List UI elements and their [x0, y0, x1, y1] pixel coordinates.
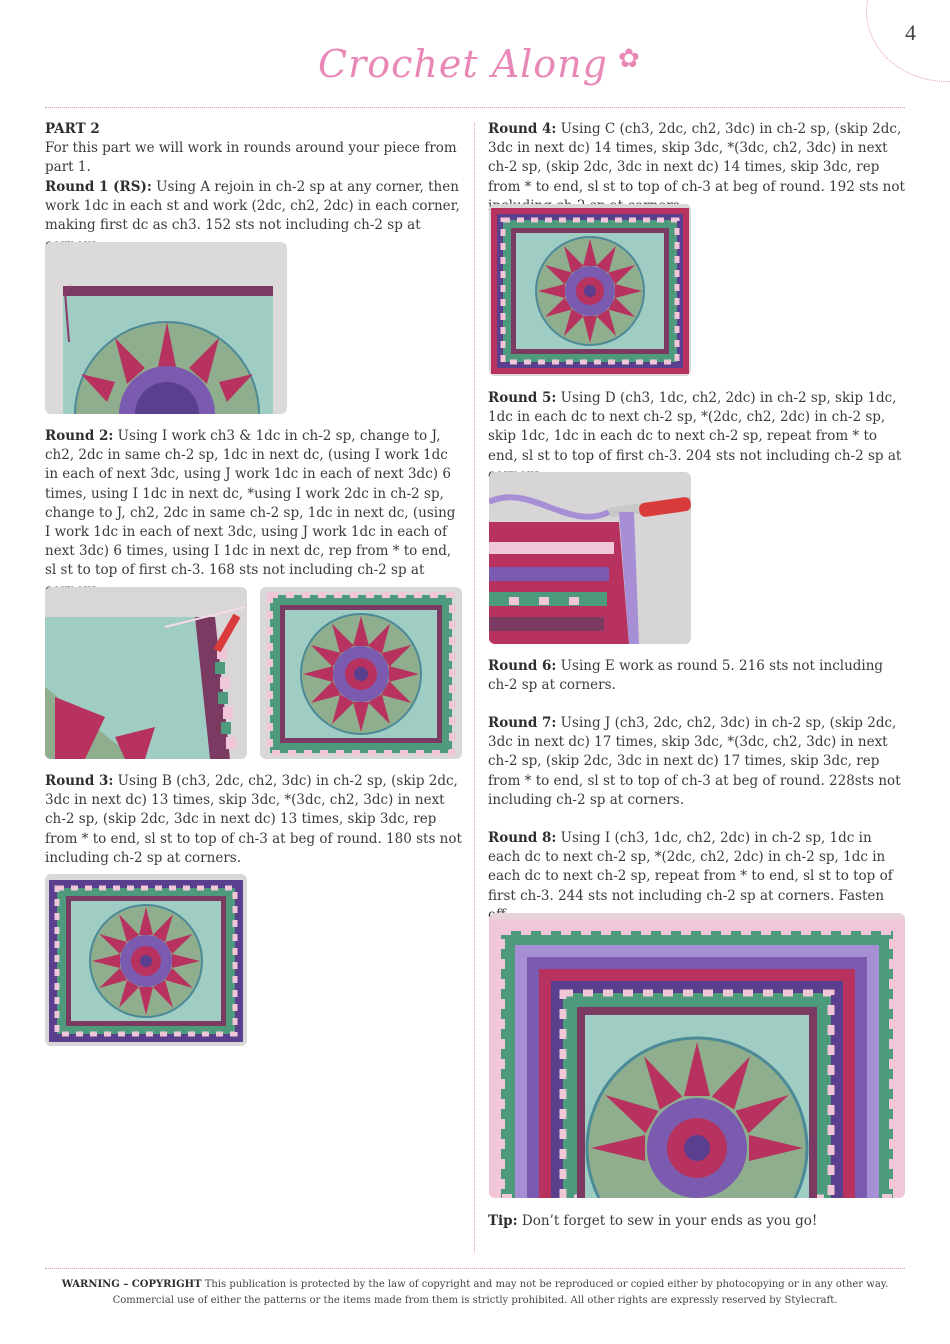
round-2-block: [45, 427, 465, 600]
round-5-text: Using D (ch3, 1dc, ch2, 2dc) in ch-2 sp, skip 1dc, 1dc in each dc to next ch-2 sp, *(2dc, ch2, 2dc) in ch-2 sp, skip 1dc, 1dc in each dc to next ch-2 sp, repeat from * to end, sl st to top of first ch-3. 204 sts not including ch-2 sp at: [488, 390, 902, 464]
round-8-text: Using I (ch3, 1dc, ch2, 2dc) in ch-2 sp, 1dc in each dc to next ch-2 sp, *(2dc, ch2, 2dc) in ch-2 sp, 1dc in each dc to next ch-2 sp, repeat from * to end, sl st to top of first ch-3. 244 sts not including ch-2 sp at corners. Fasten: [488, 830, 893, 904]
round-4-label: Round 4:: [488, 121, 557, 137]
round-5-photo: [489, 472, 691, 644]
round-2-square-photo: [260, 587, 462, 759]
round-6-text: Using E work as round 5. 216 sts not including ch-2 sp at corners.: [488, 658, 884, 694]
part-intro: For this part we will work in rounds around your piece from part 1.: [45, 140, 457, 176]
round-3-text: Using B (ch3, 2dc, ch2, 3dc) in ch-2 sp, (skip 2dc, 3dc in next dc) 13 times, skip 3dc, *(3dc, ch2, 3dc) in next ch-2 sp, (skip 2dc, 3dc in next dc) 13 times, skip 3dc, rep from * to end, sl st to top of ch-3 at beg of round. 180 sts not including ch-2 sp at corners.: [45, 773, 462, 866]
round-8-label: Round 8:: [488, 830, 557, 846]
round-6-label: Round 6:: [488, 658, 557, 674]
round-3-photo: [45, 874, 247, 1046]
tip-text: Don’t forget to sew in your ends as you go!: [517, 1213, 818, 1229]
tip-block: [488, 1212, 906, 1231]
copyright-footer: [45, 1277, 905, 1309]
round-1-label: Round 1 (RS):: [45, 179, 152, 195]
part-title: PART 2: [45, 121, 100, 137]
copyright-line-2: Commercial use of either the patterns or the items made from them is strictly prohibited. All other rights are expressly reserved by Stylecraft.: [112, 1295, 838, 1306]
round-1-photo: [45, 242, 287, 414]
round-2-text: Using I work ch3 & 1dc in ch-2 sp, change to J, ch2, 2dc in same ch-2 sp, 1dc in next dc, (using I work 1dc in each of next 3dc, using J work 1dc in each of next 3dc) 6 times, using I 1dc in next dc, *using I work 2dc in ch-2 sp, change to J, ch2, 2dc in same ch-2 sp, 1dc in next dc, (using I work 1dc in each of next 3dc, using J work 1dc in each of next 3dc) 6 times, using I 1dc in next dc, rep from * to end, sl st to top of first ch-3. 168 sts not including ch-2 sp at: [45, 428, 456, 579]
copyright-line-1: This publication is protected by the law of copyright and may not be reproduced or copied either by photocopying or in any other way.: [201, 1279, 889, 1290]
tip-label: Tip:: [488, 1213, 518, 1229]
round-8-photo: [489, 913, 905, 1198]
flower-icon: ✿: [618, 44, 640, 74]
round-4-block: [488, 120, 906, 216]
round-3-label: Round 3:: [45, 773, 114, 789]
round-3-block: [45, 772, 465, 868]
crochet-along-logo: Crochet Along: [318, 42, 608, 86]
column-divider: [474, 123, 475, 1253]
page-number: 4: [905, 20, 916, 45]
round-2-label: Round 2:: [45, 428, 114, 444]
round-2-closeup-photo: [45, 587, 247, 759]
round-7-label: Round 7:: [488, 715, 557, 731]
warning-label: WARNING – COPYRIGHT: [61, 1279, 202, 1290]
header-divider: [45, 107, 905, 108]
round-1-text: Using A rejoin in ch-2 sp at any corner, then work 1dc in each st and work (2dc, ch2, 2dc) in each corner, making first dc as ch3. 152 sts not including ch-2 sp at: [45, 179, 460, 234]
round-7-block: [488, 714, 906, 810]
round-7-text: Using J (ch3, 2dc, ch2, 3dc) in ch-2 sp, (skip 2dc, 3dc in next dc) 17 times, skip 3dc, *(3dc, ch2, 3dc) in next ch-2 sp, (skip 2dc, 3dc in next dc) 17 times, skip 3dc, rep from * to end, sl st to top of ch-3 at beg of round. 228sts not including ch-2 sp at corners.: [488, 715, 901, 808]
round-6-block: [488, 657, 906, 695]
round-4-photo: [489, 204, 691, 376]
round-8-block: [488, 829, 906, 925]
left-column-intro: [45, 120, 465, 178]
footer-divider: [45, 1268, 905, 1269]
round-5-block: [488, 389, 906, 485]
round-5-label: Round 5:: [488, 390, 557, 406]
round-4-text: Using C (ch3, 2dc, ch2, 3dc) in ch-2 sp, (skip 2dc, 3dc in next dc) 14 times, skip 3dc, *(3dc, ch2, 3dc) in next ch-2 sp, (skip 2dc, 3dc in next dc) 14 times, skip 3dc, rep from * to end, sl st to top of ch-3 at beg of round. 192 sts not: [488, 121, 905, 195]
